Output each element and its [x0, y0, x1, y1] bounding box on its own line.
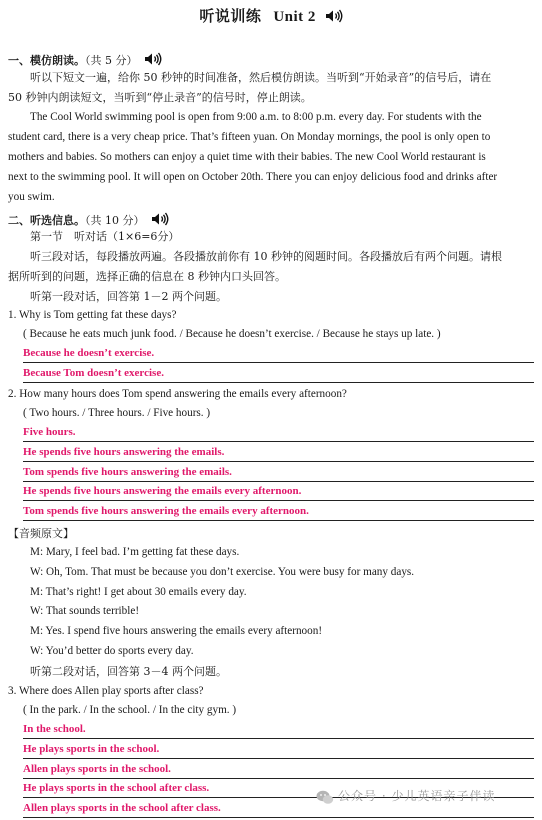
transcript-line: W: You’d better do sports every day.: [30, 645, 194, 657]
transcript-line: M: Yes. I spend five hours answering the emails every afternoon!: [30, 625, 323, 637]
answer-text: He plays sports in the school.: [23, 743, 160, 755]
wechat-icon: [316, 790, 334, 807]
answer-text: Tom spends five hours answering the emails every afternoon.: [23, 505, 309, 517]
section2-heading: 二、听选信息。（共 10 分）: [8, 212, 534, 228]
passage-line: student card, there is a very cheap price. That’s fifteen yuan. On Monday mornings, the pool is only open to: [8, 131, 491, 143]
passage-line: next to the swimming pool. It will open on October 20th. There you can enjoy delicious food and drinks after: [8, 171, 498, 183]
passage-line: The Cool World swimming pool is open from 9:00 a.m. to 8:00 p.m. every day. For students with the: [30, 111, 482, 123]
answer-line: [23, 442, 534, 462]
speaker-icon[interactable]: [325, 9, 343, 26]
answer-text: In the school.: [23, 723, 86, 735]
passage-line: you swim.: [8, 191, 55, 203]
question-3-options: ( In the park. / In the school. / In the city gym. ): [23, 704, 237, 716]
answer-line: [23, 739, 534, 759]
speaker-icon[interactable]: [144, 52, 162, 68]
answer-line: [23, 422, 534, 442]
dialog1-intro: 听第一段对话，回答第 1－2 两个问题。: [30, 290, 227, 303]
page-title: [0, 9, 542, 26]
answer-text: Because Tom doesn’t exercise.: [23, 367, 164, 379]
watermark: 公众号 · 少儿英语亲子伴读: [338, 789, 496, 803]
answer-line: [23, 719, 534, 739]
answer-text: Allen plays sports in the school.: [23, 763, 171, 775]
answer-line: [23, 343, 534, 363]
answer-line: [23, 759, 534, 779]
answer-text: Tom spends five hours answering the emails.: [23, 466, 232, 478]
question-2: 2. How many hours does Tom spend answering the emails every afternoon?: [8, 388, 347, 400]
answer-text: Allen plays sports in the school after class.: [23, 802, 221, 814]
transcript-line: M: Mary, I feel bad. I’m getting fat these days.: [30, 546, 240, 558]
passage-line: mothers and babies. So mothers can enjoy a quiet time with their babies. The new Cool World restaurant is: [8, 151, 486, 163]
speaker-icon[interactable]: [151, 212, 169, 228]
answer-text: Five hours.: [23, 426, 76, 438]
section1-instruction-cont: 50 秒钟内朗读短文，当听到“停止录音”的信号时，停止朗读。: [8, 91, 312, 104]
question-1-options: ( Because he eats much junk food. / Because he doesn’t exercise. / Because he stays up late. ): [23, 328, 441, 340]
answer-line: [23, 481, 534, 501]
question-2-options: ( Two hours. / Three hours. / Five hours. ): [23, 407, 211, 419]
answer-line: [23, 462, 534, 482]
transcript-line: W: That sounds terrible!: [30, 605, 140, 617]
section2-instruction-cont: 据所听到的问题，选择正确的信息在 8 秒钟内口头回答。: [8, 270, 286, 283]
part1-heading: 第一节 听对话（1×6=6分）: [30, 230, 180, 243]
answer-line: [23, 501, 534, 521]
transcript-label: 【音频原文】: [8, 527, 74, 540]
answer-text: Because he doesn’t exercise.: [23, 347, 155, 359]
dialog2-intro: 听第二段对话，回答第 3－4 两个问题。: [30, 665, 227, 678]
section1-heading: 一、模仿朗读。（共 5 分）: [8, 52, 534, 68]
section1-instruction: 听以下短文一遍，给你 50 秒钟的时间准备，然后模仿朗读。当听到“开始录音”的信号后，请在: [30, 71, 492, 84]
question-3: 3. Where does Allen play sports after class?: [8, 685, 204, 697]
transcript-line: W: Oh, Tom. That must be because you don’t exercise. You were busy for many days.: [30, 566, 415, 578]
question-1: 1. Why is Tom getting fat these days?: [8, 309, 177, 321]
answer-text: He spends five hours answering the emails every afternoon.: [23, 485, 302, 497]
title-unit: Unit 2: [273, 9, 316, 25]
answer-text: He plays sports in the school after class.: [23, 782, 210, 794]
title-main: 听说训练: [199, 7, 262, 25]
answer-text: He spends five hours answering the emails.: [23, 446, 225, 458]
transcript-line: M: That’s right! I get about 30 emails every day.: [30, 586, 247, 598]
answer-line: [23, 363, 534, 383]
section2-instruction: 听三段对话，每段播放两遍。各段播放前你有 10 秒钟的阅题时间。各段播放后有两个问题。请根: [30, 250, 502, 263]
